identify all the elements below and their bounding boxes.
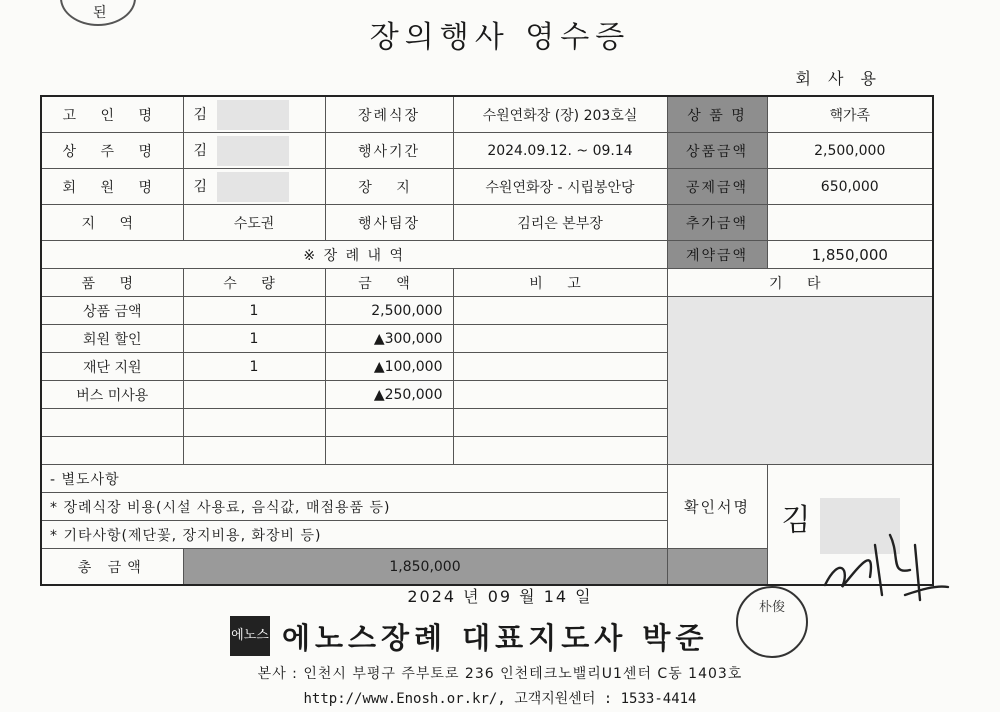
product-label: 상 품 명	[667, 96, 767, 133]
product-amount-label: 상품금액	[667, 133, 767, 169]
total-bar-end	[667, 549, 767, 586]
row-amount	[325, 409, 453, 437]
row-remarks	[453, 409, 667, 437]
region-value: 수도권	[183, 205, 325, 241]
member-name: 김	[193, 178, 208, 195]
row-item: 버스 미사용	[41, 381, 183, 409]
company-seal-text: 朴俊	[758, 600, 785, 615]
redacted-block	[217, 136, 289, 166]
row-qty: 1	[183, 297, 325, 325]
row-qty	[183, 409, 325, 437]
header-other: 기 타	[667, 269, 933, 297]
row-amount: ▲100,000	[325, 353, 453, 381]
deduction-label: 공제금액	[667, 169, 767, 205]
company-name: 에노스장례 대표지도사 박준	[282, 621, 709, 655]
contract-value: 1,850,000	[767, 241, 933, 269]
region-label: 지 역	[41, 205, 183, 241]
product-value: 핵가족	[767, 96, 933, 133]
row-amount: ▲300,000	[325, 325, 453, 353]
deceased-label: 고 인 명	[41, 96, 183, 133]
row-item: 상품 금액	[41, 297, 183, 325]
row-item	[41, 437, 183, 465]
row-item: 회원 할인	[41, 325, 183, 353]
redacted-block	[217, 100, 289, 130]
receipt-table	[40, 95, 934, 586]
row-qty	[183, 437, 325, 465]
confirm-label: 확인서명	[667, 465, 767, 549]
header-remarks: 비 고	[453, 269, 667, 297]
total-value: 1,850,000	[183, 549, 667, 586]
row-qty	[183, 381, 325, 409]
row-qty: 1	[183, 325, 325, 353]
row-remarks	[453, 297, 667, 325]
chief-mourner-name: 김	[193, 142, 208, 159]
burial-label: 장 지	[325, 169, 453, 205]
period-label: 행사기간	[325, 133, 453, 169]
product-amount-value: 2,500,000	[767, 133, 933, 169]
copy-label: 회 사 용	[795, 69, 882, 88]
header-amount: 금 액	[325, 269, 453, 297]
row-remarks	[453, 353, 667, 381]
total-label: 총 금액	[41, 549, 183, 586]
notes-line-3: * 기타사항(제단꽃, 장지비용, 화장비 등)	[41, 521, 667, 549]
row-item	[41, 409, 183, 437]
top-seal-char: 된	[93, 5, 107, 21]
page-title: 장의행사 영수증	[369, 20, 631, 55]
extra-value	[767, 205, 933, 241]
extra-label: 추가금액	[667, 205, 767, 241]
row-remarks	[453, 437, 667, 465]
confirm-name: 김	[781, 503, 811, 538]
row-amount: ▲250,000	[325, 381, 453, 409]
company-contact: http://www.Enosh.or.kr/, 고객지원센터 : 1533-4414	[303, 691, 697, 707]
burial-value: 수원연화장 - 시립봉안당	[453, 169, 667, 205]
member-value	[183, 169, 325, 205]
team-leader-label: 행사팀장	[325, 205, 453, 241]
notes-line-1: - 별도사항	[41, 465, 667, 493]
row-item: 재단 지원	[41, 353, 183, 381]
company-address: 본사 : 인천시 부평구 주부토로 236 인천테크노밸리U1센터 C동 1403호	[257, 666, 743, 682]
details-section-title: ※ 장 례 내 역	[41, 241, 667, 269]
redacted-block	[217, 172, 289, 202]
redacted-other-area	[667, 297, 933, 465]
company-seal-stamp	[736, 586, 808, 658]
deceased-value	[183, 96, 325, 133]
team-leader-value: 김리은 본부장	[453, 205, 667, 241]
venue-label: 장례식장	[325, 96, 453, 133]
chief-mourner-label: 상 주 명	[41, 133, 183, 169]
issue-date: 2024 년 09 월 14 일	[407, 587, 593, 606]
member-label: 회 원 명	[41, 169, 183, 205]
chief-mourner-value	[183, 133, 325, 169]
deceased-name: 김	[193, 106, 208, 123]
deduction-value: 650,000	[767, 169, 933, 205]
row-remarks	[453, 325, 667, 353]
row-amount: 2,500,000	[325, 297, 453, 325]
header-item: 품 명	[41, 269, 183, 297]
company-logo: 에노스	[230, 616, 270, 656]
header-qty: 수 량	[183, 269, 325, 297]
row-amount	[325, 437, 453, 465]
venue-value: 수원연화장 (장) 203호실	[453, 96, 667, 133]
notes-line-2: * 장례식장 비용(시설 사용료, 음식값, 매점용품 등)	[41, 493, 667, 521]
contract-label: 계약금액	[667, 241, 767, 269]
period-value: 2024.09.12. ~ 09.14	[453, 133, 667, 169]
row-qty: 1	[183, 353, 325, 381]
row-remarks	[453, 381, 667, 409]
